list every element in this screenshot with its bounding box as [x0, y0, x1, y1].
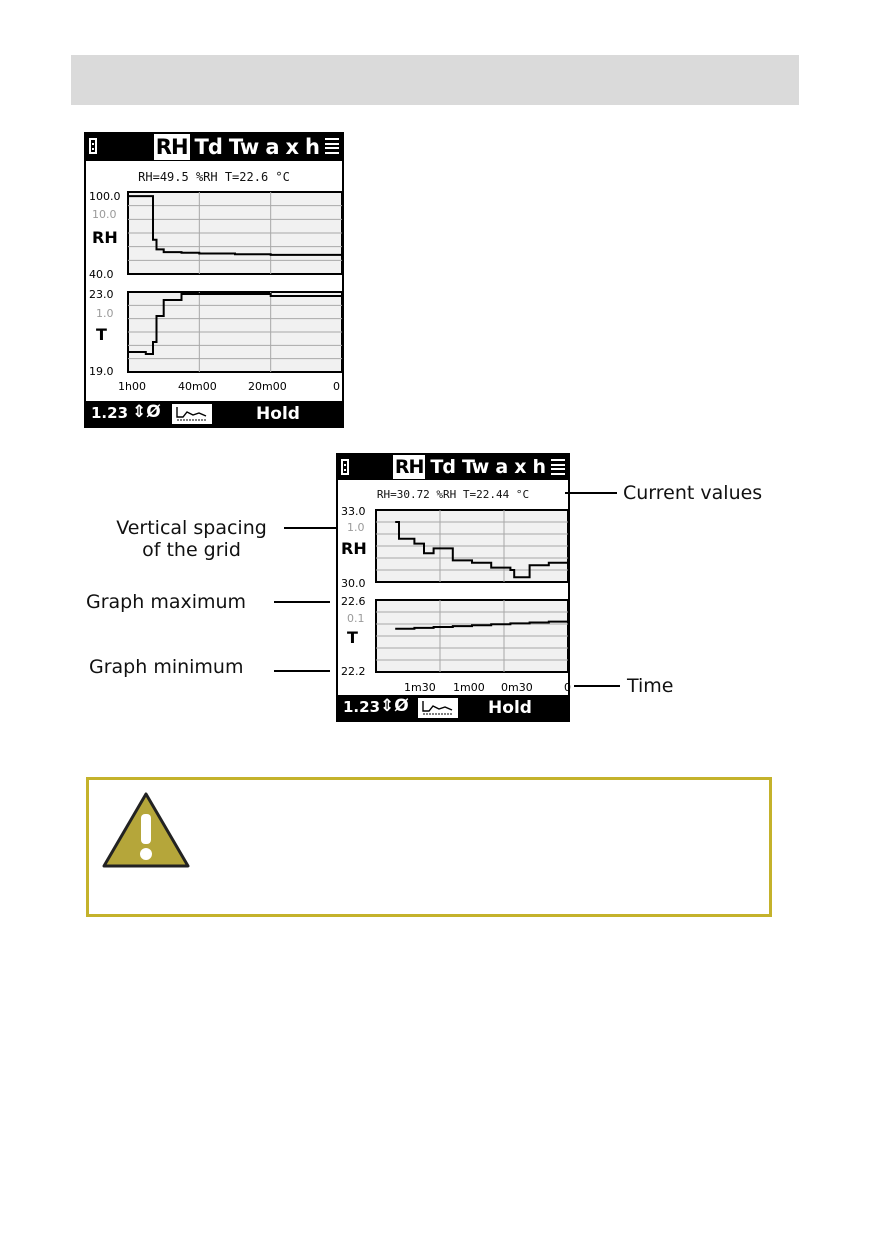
t-max-label: 23.0: [89, 288, 114, 301]
rh-max-label: 33.0: [341, 505, 366, 518]
time-label: 1h00: [118, 380, 146, 393]
scale-reset-icon[interactable]: ⇕Ø: [132, 402, 161, 422]
callout-line: [565, 492, 617, 494]
tab-rh[interactable]: RH: [155, 135, 188, 159]
callout-vertical-spacing-line-1: Vertical spacing: [116, 517, 267, 539]
tab-tw[interactable]: Tw: [228, 135, 259, 159]
device-screen-2: [336, 453, 570, 722]
t-axis-label: T: [96, 325, 107, 344]
callout-vertical-spacing: [104, 517, 279, 561]
callout-line: [284, 527, 336, 529]
callout-time: Time: [627, 675, 674, 697]
rh-max-label: 100.0: [89, 190, 121, 203]
callout-current-values: Current values: [623, 482, 763, 504]
graph-view-icon[interactable]: [172, 404, 212, 424]
time-label: 20m00: [248, 380, 287, 393]
tab-x[interactable]: x: [514, 456, 526, 478]
callout-line: [574, 685, 620, 687]
current-values-readout: RH=30.72 %RH T=22.44 °C: [376, 488, 530, 501]
graph-area: [338, 455, 572, 724]
callout-graph-minimum: Graph minimum: [89, 656, 244, 678]
bottom-bar: [86, 401, 342, 426]
device-screen-1: [84, 132, 344, 428]
callout-vertical-spacing-line-2: of the grid: [142, 539, 241, 561]
numeric-view-button[interactable]: 1.23: [91, 404, 129, 422]
tab-td[interactable]: Td: [430, 456, 455, 478]
rh-grid-label: 10.0: [92, 208, 117, 221]
graph-glyph-icon: [173, 405, 211, 423]
t-axis-label: T: [347, 628, 358, 647]
tab-a[interactable]: a: [265, 135, 279, 159]
tab-tw[interactable]: Tw: [461, 456, 489, 478]
rh-grid-label: 1.0: [347, 521, 365, 534]
tab-td[interactable]: Td: [194, 135, 222, 159]
time-label: 1m30: [404, 681, 436, 694]
rh-min-label: 40.0: [89, 268, 114, 281]
tab-x[interactable]: x: [285, 135, 299, 159]
t-min-label: 22.2: [341, 665, 366, 678]
rh-axis-label: RH: [92, 228, 118, 247]
tab-rh[interactable]: RH: [394, 456, 424, 478]
t-min-label: 19.0: [89, 365, 114, 378]
t-max-label: 22.6: [341, 595, 366, 608]
time-label: 0: [564, 681, 571, 694]
scale-reset-icon[interactable]: ⇕Ø: [380, 696, 409, 716]
warning-icon: [101, 790, 191, 874]
time-label: 40m00: [178, 380, 217, 393]
callout-line: [274, 601, 330, 603]
callout-line: [274, 670, 330, 672]
t-grid-label: 0.1: [347, 612, 365, 625]
hold-button[interactable]: Hold: [256, 403, 300, 424]
callout-graph-maximum: Graph maximum: [86, 591, 247, 613]
hold-button[interactable]: Hold: [488, 697, 532, 718]
bottom-bar: [338, 695, 568, 720]
tab-h[interactable]: h: [305, 135, 319, 159]
t-grid-label: 1.0: [96, 307, 114, 320]
tab-a[interactable]: a: [495, 456, 508, 478]
rh-min-label: 30.0: [341, 577, 366, 590]
time-label: 0: [333, 380, 340, 393]
rh-axis-label: RH: [341, 539, 367, 558]
graph-area: [86, 134, 346, 430]
time-label: 1m00: [453, 681, 485, 694]
current-values-readout: RH=49.5 %RH T=22.6 °C: [138, 170, 290, 184]
time-label: 0m30: [501, 681, 533, 694]
section-header-bar: [71, 55, 799, 105]
tab-h[interactable]: h: [532, 456, 545, 478]
numeric-view-button[interactable]: 1.23: [343, 698, 381, 716]
warning-box: [86, 777, 772, 917]
